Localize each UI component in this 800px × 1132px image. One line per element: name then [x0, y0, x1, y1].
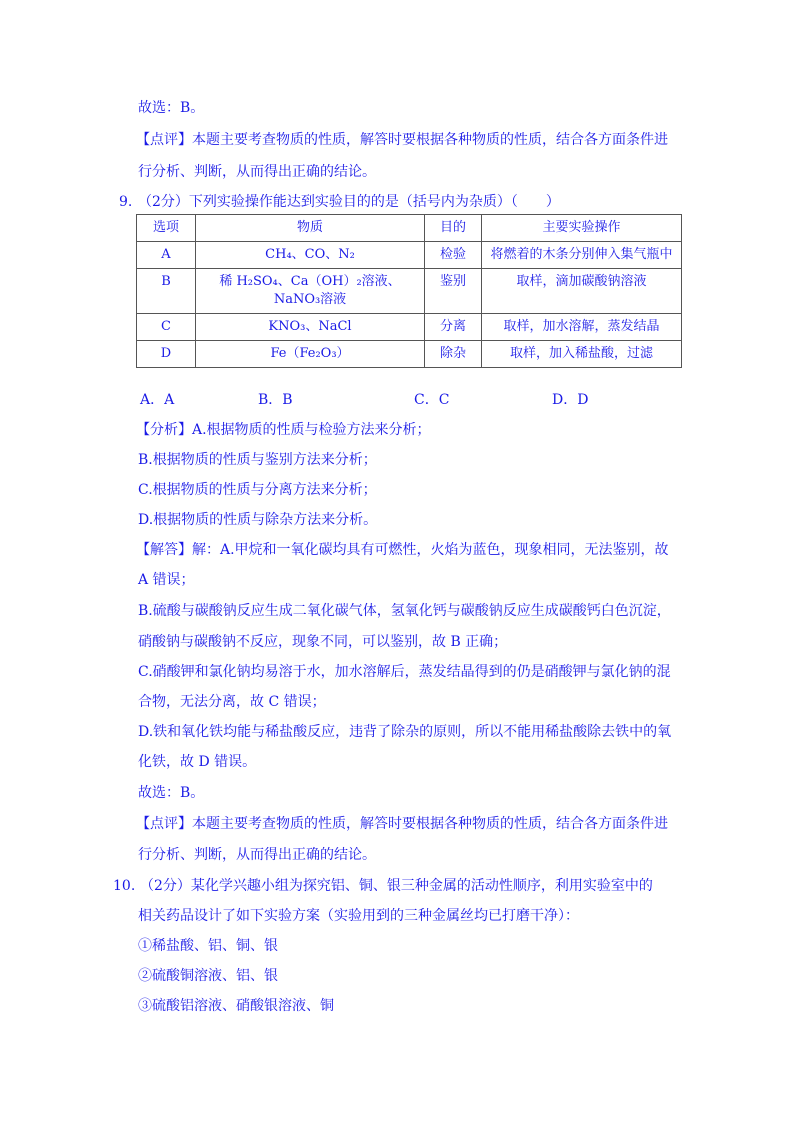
table-row	[137, 341, 682, 368]
analysis-line: B.根据物质的性质与鉴别方法来分析；	[138, 452, 377, 468]
row-c-substance: KNO₃、NaCl	[196, 314, 425, 341]
row-c-option: C	[137, 314, 196, 341]
row-c-purpose: 分离	[425, 314, 482, 341]
solution-line: B.硫酸与碳酸钠反应生成二氧化碳气体，氢氧化钙与碳酸钠反应生成碳酸钙白色沉淀，	[138, 603, 671, 619]
row-a-substance: CH₄、CO、N₂	[196, 242, 425, 269]
header-option: 选项	[137, 215, 196, 242]
q9-options-table	[136, 214, 682, 368]
row-a-operation: 将燃着的木条分别伸入集气瓶中	[482, 242, 682, 269]
row-b-substance	[196, 269, 425, 314]
row-d-operation: 取样，加入稀盐酸，过滤	[482, 341, 682, 368]
choice-c: C．C	[414, 392, 450, 408]
q10-item: ②硫酸铜溶液、铝、银	[138, 968, 278, 984]
q10-stem-line2: 相关药品设计了如下实验方案（实验用到的三种金属丝均已打磨干净）：	[138, 908, 579, 924]
table-row	[137, 314, 682, 341]
solution-line: 化铁，故 D 错误。	[138, 754, 257, 770]
q10-item: ③硫酸铝溶液、硝酸银溶液、铜	[138, 998, 334, 1014]
table-header-row	[137, 215, 682, 242]
q10-number: 10.	[113, 878, 136, 894]
prev-comment-line1: 【点评】本题主要考查物质的性质，解答时要根据各种物质的性质，结合各方面条件进	[136, 132, 668, 148]
analysis-line: 【分析】A.根据物质的性质与检验方法来分析；	[136, 422, 431, 438]
choice-d: D．D	[552, 392, 589, 408]
row-a-option: A	[137, 242, 196, 269]
q9-comment-line2: 行分析、判断，从而得出正确的结论。	[138, 847, 376, 863]
prev-answer: 故选：B。	[138, 100, 205, 116]
row-b-substance-line2: NaNO₃溶液	[273, 292, 347, 307]
solution-line: 【解答】解：A.甲烷和一氧化碳均具有可燃性，火焰为蓝色，现象相同，无法鉴别，故	[136, 542, 669, 558]
q9-number: 9.	[119, 194, 133, 210]
table-row	[137, 242, 682, 269]
row-b-option: B	[137, 269, 196, 314]
q9-stem: （2分）下列实验操作能达到实验目的的是（括号内为杂质）（ ）	[138, 194, 560, 210]
q9-comment-line1: 【点评】本题主要考查物质的性质，解答时要根据各种物质的性质，结合各方面条件进	[136, 816, 668, 832]
solution-line: 合物，无法分离，故 C 错误；	[138, 694, 326, 710]
header-operation: 主要实验操作	[482, 215, 682, 242]
row-b-substance-line1: 稀 H₂SO₄、Ca（OH）₂溶液、	[219, 274, 401, 289]
analysis-line: C.根据物质的性质与分离方法来分析；	[138, 482, 377, 498]
row-b-purpose: 鉴别	[425, 269, 482, 314]
prev-comment-line2: 行分析、判断，从而得出正确的结论。	[138, 164, 376, 180]
header-purpose: 目的	[425, 215, 482, 242]
q10-stem-line1: （2分）某化学兴趣小组为探究铝、铜、银三种金属的活动性顺序，利用实验室中的	[140, 878, 653, 894]
q9-answer: 故选：B。	[138, 785, 205, 801]
row-d-substance: Fe（Fe₂O₃）	[196, 341, 425, 368]
solution-line: C.硝酸钾和氯化钠均易溶于水，加水溶解后，蒸发结晶得到的仍是硝酸钾与氯化钠的混	[138, 664, 671, 680]
row-d-option: D	[137, 341, 196, 368]
table-row	[137, 269, 682, 314]
header-substance: 物质	[196, 215, 425, 242]
row-a-purpose: 检验	[425, 242, 482, 269]
row-d-purpose: 除杂	[425, 341, 482, 368]
q10-item: ①稀盐酸、铝、铜、银	[138, 938, 278, 954]
choice-a: A．A	[140, 392, 175, 408]
row-c-operation: 取样，加水溶解，蒸发结晶	[482, 314, 682, 341]
solution-line: D.铁和氧化铁均能与稀盐酸反应，违背了除杂的原则，所以不能用稀盐酸除去铁中的氧	[138, 724, 672, 740]
solution-line: A 错误；	[138, 572, 195, 588]
row-b-operation: 取样，滴加碳酸钠溶液	[482, 269, 682, 314]
solution-line: 硝酸钠与碳酸钠不反应，现象不同，可以鉴别，故 B 正确；	[138, 634, 508, 650]
choice-b: B．B	[258, 392, 293, 408]
analysis-line: D.根据物质的性质与除杂方法来分析。	[138, 512, 378, 528]
